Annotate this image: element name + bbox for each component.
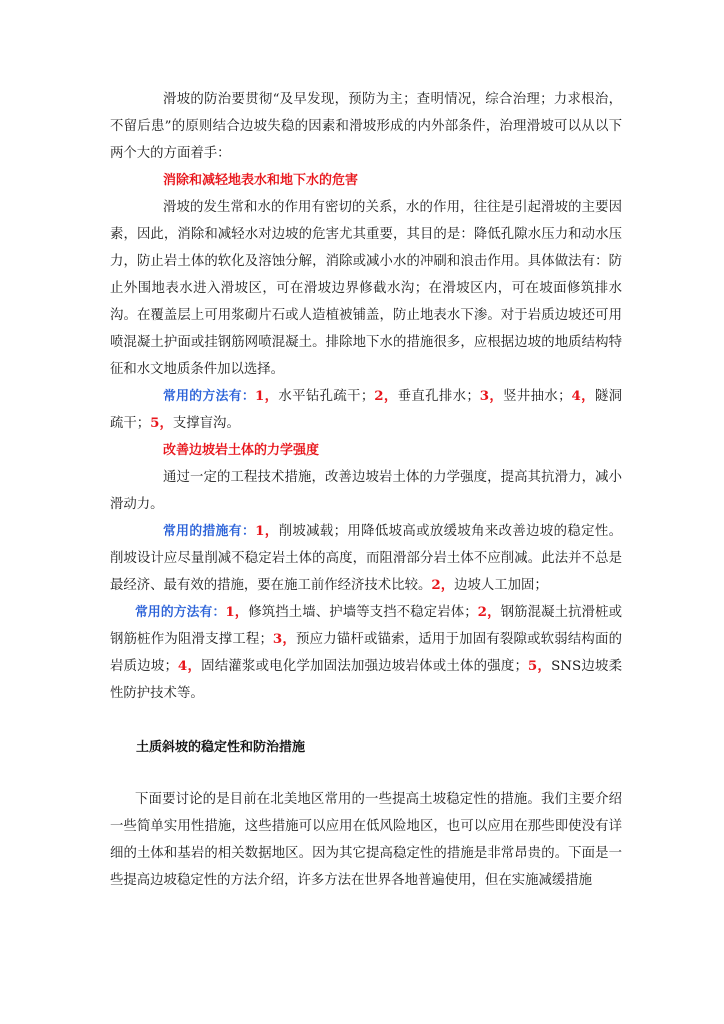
method-text: 竖井抽水；	[503, 389, 572, 404]
method-text: 固结灌浆或电化学加固法加强边坡岩体或土体的强度；	[201, 659, 528, 674]
methods-label: 常用的方法有：	[135, 605, 226, 620]
drainage-methods-paragraph	[110, 383, 622, 437]
method-text: 隧洞疏干；	[110, 389, 623, 431]
method-number: 4，	[571, 388, 595, 404]
strength-paragraph: 通过一定的工程技术措施，改善边坡岩土体的力学强度，提高其抗滑力，减小滑动力。	[110, 470, 622, 512]
method-number: 3，	[272, 631, 297, 647]
measure-text: 边坡人工加固；	[454, 578, 548, 593]
measure-text: 削坡减载；用降低坡高或放缓坡角来改善边坡的稳定性。削坡设计应尽量削减不稳定岩土体的高度，而阻滑部分岩土体不应削减。此法并不总是最经济、最有效的措施，要在施工前作经济技术比较。	[110, 524, 623, 593]
method-text: 垂直孔排水；	[397, 389, 480, 404]
method-text: 支撑盲沟。	[172, 416, 240, 431]
method-number: 5，	[150, 415, 173, 431]
spacer	[110, 761, 622, 786]
method-number: 1，	[225, 604, 249, 620]
heading-strength: 改善边坡岩土体的力学强度	[163, 443, 320, 458]
water-paragraph: 滑坡的发生常和水的作用有密切的关系，水的作用，往往是引起滑坡的主要因素，因此，消除和减轻水对边坡的危害尤其重要，其目的是：降低孔隙水压力和动水压力，防止岩土体的软化及溶蚀分解，消除或减小水的冲刷和浪击作用。具体做法有：防止外围地表水进入滑坡区，可在滑坡边界修截水沟；在滑坡区内，可在坡面修筑排水沟。在覆盖层上可用浆砌片石或人造植被铺盖，防止地表水下渗。对于岩质边坡还可用喷混凝土护面或挂钢筋网喷混凝土。排除地下水的措施很多，应根据边坡的地质结构特征和水文地质条件加以选择。	[110, 200, 622, 377]
section-title: 土质斜坡的稳定性和防治措施	[136, 740, 306, 755]
method-text: 预应力锚杆或锚索，适用于加固有裂隙或软弱结构面的岩质边坡；	[110, 632, 623, 674]
intro-paragraph: 滑坡的防治要贯彻“及早发现，预防为主；查明情况，综合治理；力求根治，不留后患”的原则结合边坡失稳的因素和滑坡形成的内外部条件，治理滑坡可以从以下两个大的方面着手：	[110, 92, 622, 161]
method-text: 钢筋混凝土抗滑桩或钢筋桩作为阻滑支撑工程；	[110, 605, 622, 647]
method-number: 2，	[374, 388, 398, 404]
methods-label: 常用的方法有：	[163, 389, 256, 404]
soil-slope-paragraph: 下面要讨论的是目前在北美地区常用的一些提高土坡稳定性的措施。我们主要介绍一些简单实用性措施，这些措施可以应用在低风险地区，也可以应用在那些即使没有详细的土体和基岩的相关数据地区。因为其它提高稳定性的措施是非常昂贵的。下面是一些提高边坡稳定性的方法介绍，许多方法在世界各地普遍使用，但在实施减缓措施	[110, 792, 622, 888]
method-text: 修筑挡土墙、护墙等支挡不稳定岩体；	[248, 605, 478, 620]
measures-paragraph	[110, 518, 622, 599]
method-text: SNS边坡柔性防护技术等。	[110, 659, 623, 701]
method-text: 水平钻孔疏干；	[278, 389, 375, 404]
document-page	[110, 86, 622, 894]
method-number: 4，	[177, 658, 202, 674]
heading-water-hazard: 消除和减轻地表水和地下水的危害	[163, 173, 359, 188]
measure-number: 2，	[431, 577, 455, 593]
method-number: 1，	[255, 388, 279, 404]
reinforcement-methods-paragraph	[110, 599, 622, 707]
measures-label: 常用的措施有：	[163, 524, 256, 539]
method-number: 3，	[479, 388, 504, 404]
measure-number: 1，	[255, 523, 279, 539]
method-number: 2，	[477, 604, 501, 620]
spacer	[110, 707, 622, 734]
method-number: 5，	[527, 658, 552, 674]
